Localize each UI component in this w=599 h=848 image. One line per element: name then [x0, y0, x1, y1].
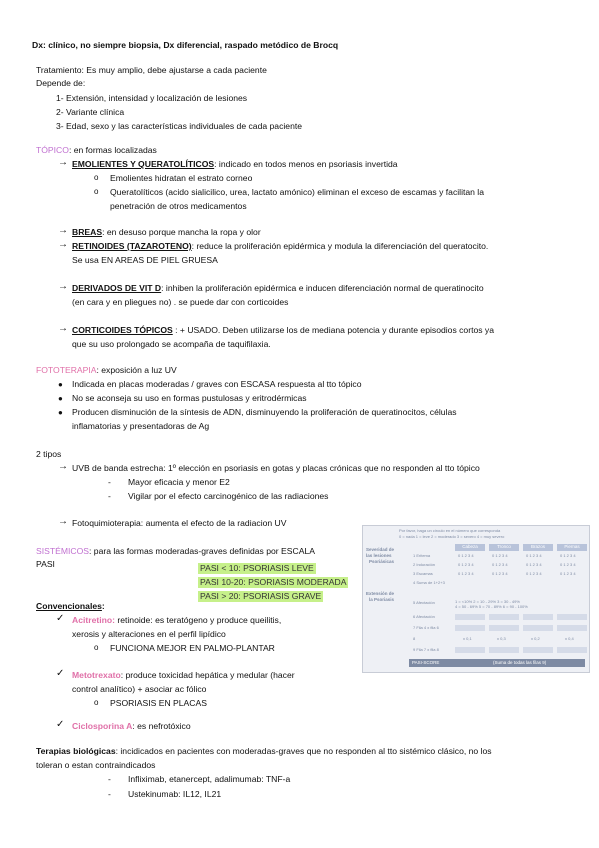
pasi-score-note: (Suma de todas las filas 9): [493, 660, 547, 665]
arrow-icon: →: [58, 225, 68, 236]
aff-legend: 4 = 50 - 69% 5 = 70 - 89% 6 = 90 - 100%: [455, 604, 528, 609]
bio-drug: Ustekinumab: IL12, IL21: [128, 789, 222, 799]
sev-label: Severidad de: [366, 547, 395, 552]
topico-title: TÓPICO: [36, 145, 69, 155]
ext-row: 9 Fila 7 x fila 8: [413, 647, 439, 652]
acitretino-sub: FUNCIONA MEJOR EN PALMO-PLANTAR: [110, 643, 275, 653]
ext-row: 7 Fila 4 x fila 6: [413, 625, 439, 630]
bio-line2: toleran o estan contraindicados: [36, 760, 156, 770]
acitretino-desc: retinoide: es teratógeno y produce queilitis,: [114, 615, 282, 625]
input-cell: [523, 614, 553, 620]
aff-legend: 1 = <10% 2 = 10 - 29% 3 = 30 - 49%: [455, 599, 520, 604]
acitretino-line: [72, 615, 281, 626]
foto-bullet: Indicada en placas moderadas / graves con ESCASA respuesta al tto tópico: [72, 379, 362, 389]
foto-bullet: No se aconseja su uso en formas pustulosas y eritrodérmicas: [72, 393, 307, 403]
sev-row: 3 Escamas: [413, 571, 433, 576]
queratoliticos-sub: Queratolíticos (acido sialicilico, urea, lactato amónico) eliminan el exceso de escamas y facilitan la: [110, 187, 485, 197]
corticoides-desc: : + USADO. Deben utilizarse los de mediana potencia y durante episodios cortos ya: [172, 325, 494, 335]
queratoliticos-sub-cont: penetración de otros medicamentos: [110, 201, 247, 211]
pasi-grave: PASI > 20: PSORIASIS GRAVE: [200, 591, 322, 601]
convencionales-colon: :: [101, 601, 105, 611]
ext-label: la Psoriasis: [369, 597, 395, 602]
acitretino-head: Acitretino:: [72, 615, 115, 625]
vitd-head: DERIVADOS DE VIT D: [72, 283, 162, 293]
circle-bullet-icon: o: [94, 698, 99, 707]
input-cell: [557, 625, 587, 631]
mult-cell: x 0,2: [531, 636, 540, 641]
tipos-label: 2 tipos: [36, 449, 62, 459]
input-cell: [489, 614, 519, 620]
arrow-icon: →: [58, 461, 68, 472]
retinoides-head: RETINOIDES (TAZAROTENO): [72, 241, 192, 251]
uvb-line: UVB de banda estrecha: 1º elección en psoriasis en gotas y placas crónicas que no responden al tto tópico: [72, 463, 480, 473]
pasi-moderada: PASI 10-20: PSORIASIS MODERADA: [200, 577, 347, 587]
topico-desc: : en formas localizadas: [68, 145, 157, 155]
bio-head: Terapias biológicas: [36, 746, 116, 756]
topico-heading: [36, 145, 157, 156]
foto-heading: [36, 365, 177, 376]
uvb-sub: Vigilar por el efecto carcinogénico de las radiaciones: [128, 491, 329, 501]
emolientes-head: EMOLIENTES Y QUERATOLÍTICOS: [72, 159, 215, 169]
emolientes-sub: Emolientes hidratan el estrato corneo: [110, 173, 253, 183]
mult-cell: x 0,4: [565, 636, 574, 641]
factor-item: 3- Edad, sexo y las características individuales de cada paciente: [56, 121, 303, 131]
pasi-score-label: PASI-SCORE: [412, 660, 440, 665]
input-cell: [557, 614, 587, 620]
foto-title: FOTOTERAPIA: [36, 365, 97, 375]
bio-desc: : incidicados en pacientes con moderadas-graves que no responden al tto sistémico clásico, no los: [115, 746, 492, 756]
sist-heading: [36, 546, 315, 557]
pasi-label: PASI: [36, 559, 55, 569]
input-cell: [455, 625, 485, 631]
foto-bullet-cont: inflamatorias y presentadoras de Ag: [72, 421, 210, 431]
scale-cell: 0 1 2 3 4: [560, 562, 576, 567]
depends-on: Depende de:: [36, 78, 86, 88]
mtx-line2: control analítico) + asociar ac fólico: [72, 684, 207, 694]
scale-cell: 0 1 2 3 4: [492, 562, 508, 567]
circle-bullet-icon: o: [94, 173, 99, 182]
bullet-icon: ●: [58, 380, 63, 389]
check-icon: ✓: [56, 668, 65, 679]
pasi-leve: PASI < 10: PSORIASIS LEVE: [200, 563, 314, 573]
input-cell: [557, 647, 587, 653]
sev-row: 2 Induración: [413, 562, 436, 567]
mtx-sub: PSORIASIS EN PLACAS: [110, 698, 207, 708]
mtx-line: [72, 670, 295, 681]
bio-drug: Infliximab, etanercept, adalimumab: TNF-a: [128, 774, 291, 784]
factor-item: 2- Variante clínica: [56, 107, 125, 117]
scale-cell: 0 1 2 3 4: [526, 553, 542, 558]
dash-icon: -: [108, 477, 111, 487]
ext-row: 6 Afectación: [413, 614, 435, 619]
mult-cell: x 0,3: [497, 636, 506, 641]
sev-row: 4 Suma de 1+2+3: [413, 580, 445, 585]
scale-cell: 0 1 2 3 4: [458, 562, 474, 567]
scale-cell: 0 1 2 3 4: [560, 553, 576, 558]
vitd-line: [72, 283, 484, 294]
acitretino-line2: xerosis y alteraciones en el perfil lipídico: [72, 629, 226, 639]
sev-label: las lesiones: [366, 553, 392, 558]
mtx-head: Metotrexato: [72, 670, 121, 680]
check-icon: ✓: [56, 719, 65, 730]
input-cell: [523, 625, 553, 631]
ext-row: 5 Afectación: [413, 600, 435, 605]
foto-bullet: Producen disminución de la síntesis de ADN, disminuyendo la proliferación de queratinocitos, células: [72, 407, 457, 417]
breas-line: [72, 227, 261, 238]
bullet-icon: ●: [58, 394, 63, 403]
check-icon: ✓: [56, 613, 65, 624]
scale-cell: 0 1 2 3 4: [458, 571, 474, 576]
treatment-intro: Tratamiento: Es muy amplio, debe ajustarse a cada paciente: [36, 65, 267, 75]
retinoides-desc: : reduce la proliferación epidérmica y modula la diferenciación del queratocito.: [191, 241, 489, 251]
sev-label: Psoriásicas: [369, 559, 395, 564]
scale-cell: 0 1 2 3 4: [458, 553, 474, 558]
dash-icon: -: [108, 774, 111, 784]
factor-item: 1- Extensión, intensidad y localización de lesiones: [56, 93, 248, 103]
scale-cell: 0 1 2 3 4: [526, 571, 542, 576]
pasi-scale-legend: 0 = nada 1 = leve 2 = moderado 3 = severo 4 = muy severo: [399, 534, 505, 539]
breas-desc: : en desuso porque mancha la ropa y olor: [102, 227, 261, 237]
pasi-table: [362, 525, 590, 673]
circle-bullet-icon: o: [94, 643, 99, 652]
scale-cell: 0 1 2 3 4: [492, 571, 508, 576]
pasi-intro: Por favor, haga un círculo en el número que corresponda: [399, 528, 501, 533]
sev-row: 1 Eritema: [413, 553, 431, 558]
emolientes-desc: : indicado en todos menos en psoriasis invertida: [214, 159, 398, 169]
fotoquimio-line: Fotoquimioterapia: aumenta el efecto de la radiacion UV: [72, 518, 287, 528]
arrow-icon: →: [58, 323, 68, 334]
dash-icon: -: [108, 789, 111, 799]
uvb-sub: Mayor eficacia y menor E2: [128, 477, 230, 487]
breas-head: BREAS: [72, 227, 103, 237]
ext-label: Extensión de: [366, 591, 395, 596]
vitd-line2: (en cara y en pliegues no) . se puede dar con corticoides: [72, 297, 289, 307]
retinoides-line: [72, 241, 488, 252]
ext-row: 8: [413, 636, 416, 641]
bio-line: [36, 746, 492, 757]
convencionales-heading: [36, 601, 105, 612]
dash-icon: -: [108, 491, 111, 501]
ciclosporina-desc: : es nefrotóxico: [132, 721, 191, 731]
foto-desc: : exposición a luz UV: [96, 365, 177, 375]
retinoides-line2: Se usa EN AREAS DE PIEL GRUESA: [72, 255, 218, 265]
col-header: Cabeza: [455, 544, 485, 551]
circle-bullet-icon: o: [94, 187, 99, 196]
sist-desc: : para las formas moderadas-graves definidas por ESCALA: [89, 546, 315, 556]
scale-cell: 0 1 2 3 4: [492, 553, 508, 558]
bullet-icon: ●: [58, 408, 63, 417]
corticoides-line2: que su uso prolongado se acompaña de taquifilaxia.: [72, 339, 271, 349]
sist-title: SISTÉMICOS: [36, 546, 90, 556]
arrow-icon: →: [58, 157, 68, 168]
ciclosporina-head: Ciclosporina A: [72, 721, 133, 731]
emolientes-line: [72, 159, 398, 170]
corticoides-head: CORTICOIDES TÓPICOS: [72, 325, 173, 335]
col-header: Piernas: [557, 544, 587, 551]
input-cell: [489, 647, 519, 653]
mult-cell: x 0,1: [463, 636, 472, 641]
arrow-icon: →: [58, 281, 68, 292]
col-header: Tronco: [489, 544, 519, 551]
input-cell: [455, 614, 485, 620]
input-cell: [523, 647, 553, 653]
pasi-score-bar: [409, 659, 585, 667]
scale-cell: 0 1 2 3 4: [526, 562, 542, 567]
mtx-desc: : produce toxicidad hepática y medular (hacer: [120, 670, 295, 680]
arrow-icon: →: [58, 239, 68, 250]
col-header: Brazos: [523, 544, 553, 551]
vitd-desc: : inhiben la proliferación epidérmica e inducen diferenciación normal de queratinocito: [161, 283, 484, 293]
input-cell: [489, 625, 519, 631]
scale-cell: 0 1 2 3 4: [560, 571, 576, 576]
input-cell: [455, 647, 485, 653]
dx-line: Dx: clínico, no siempre biopsia, Dx diferencial, raspado metódico de Brocq: [32, 40, 339, 50]
ciclosporina-line: [72, 721, 191, 732]
corticoides-line: [72, 325, 494, 336]
convencionales-label: Convencionales: [36, 601, 102, 611]
arrow-icon: →: [58, 516, 68, 527]
